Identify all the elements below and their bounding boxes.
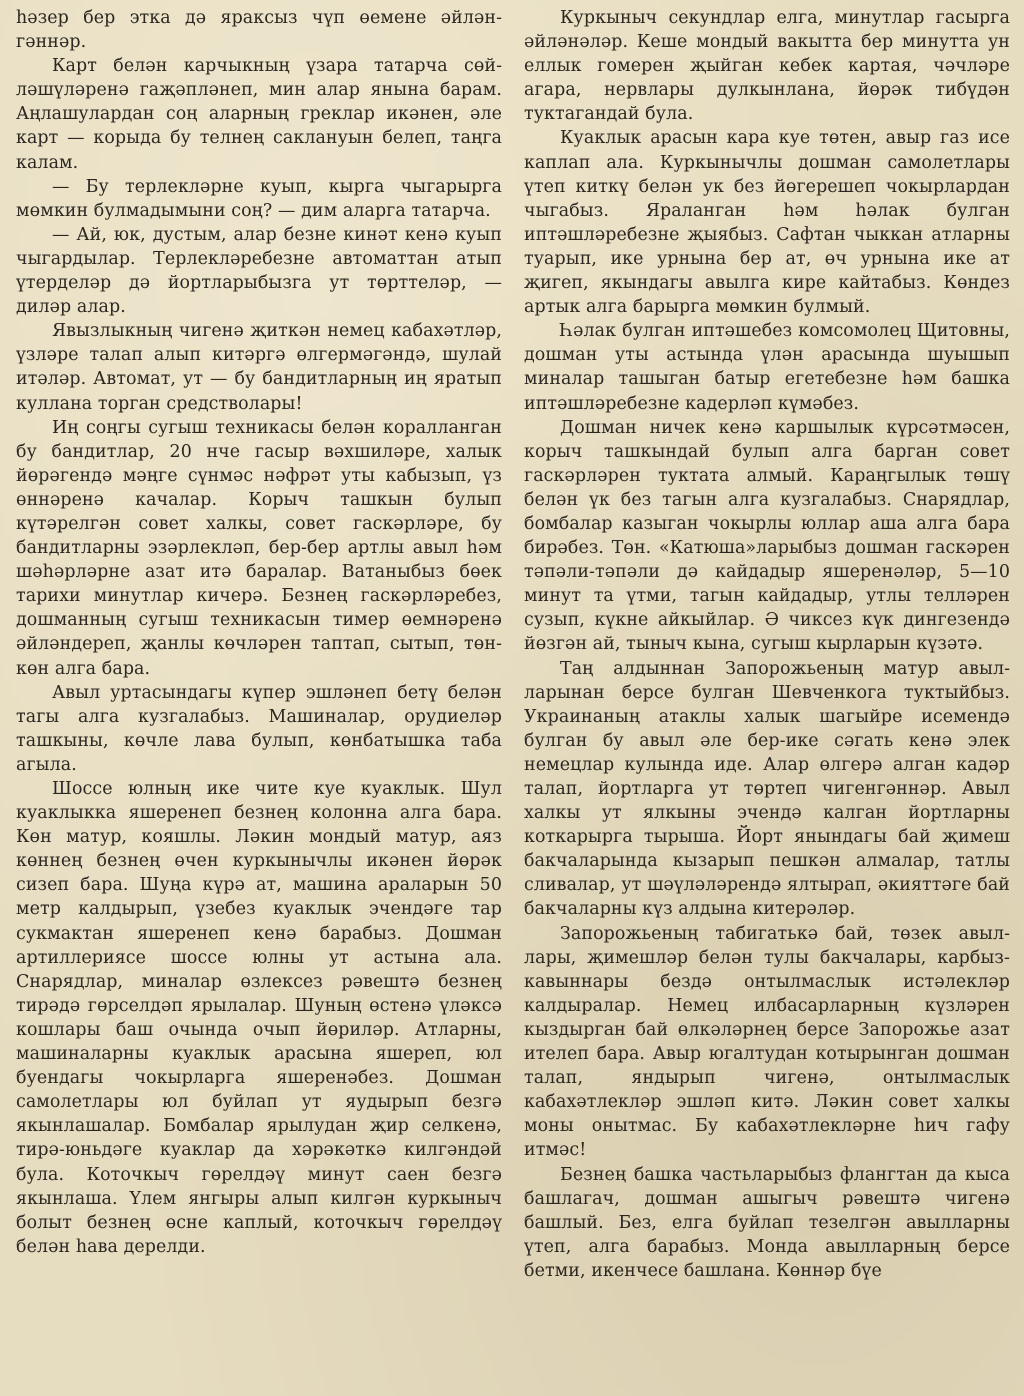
paragraph: Куркыныч секундлар елга, минутлар гасырга әйләнәләр. Кеше мондый вакытта бер минутта ун еллык гомерен җыйган кебек картая, чәчләре агара, нервлары дулкынлана, йөрәк тибүдән туктагандай була. [524,8,1010,125]
left-column [16,6,502,1283]
paragraph: — Бу терлекләрне куып, кырга чыгарырга мөмкин булмадымыни соң? — дим аларга татарча. [16,176,502,221]
paragraph: Шоссе юлның ике чите куе куаклык. Шул куаклыкка яшеренеп безнең колонна алга бара. Көн матур, кояшлы. Ләкин мондый матур, аяз көннең безнең өчен куркынычлы икәнен йөрәк сизеп бара. Шуңа күрә ат, машина араларын 50 метр калдырып, үзебез куаклык эчендәге тар сукмактан яшеренеп кенә барабыз. Дошман артиллериясе шоссе юлны ут астына ала. Снарядлар, миналар өзлексез рәвештә безнең тирәдә гөрселдәп ярылалар. Шуның өстенә үләксә кошлары баш очында очып йөриләр. Атларны, машиналарны куаклык арасына яшереп, юл буендагы чокырларга яшеренәбез. Дошман самолетлары юл буйлап ут яудырып безгә якынлашалар. Бомбалар ярылудан җир селкенә, тирә-юньдәге куаклар да хәрәкәткә килгәндәй була. Коточкыч гөрелдәү минут саен безгә якынлаша. Үлем янгыры алып килгән куркыныч болыт безнең өсне каплый, коточкыч гөрелдәү белән һава дерелди. [16,779,502,1257]
paragraph: Иң соңгы сугыш техникасы белән коралланган бу бандитлар, 20 нче гасыр вәхшиләре, халык йөрәгендә мәңге сүнмәс нәфрәт уты кабызып, үз өннәренә качалар. Корыч ташкын булып күтәрелгән совет халкы, совет гаскәрләре, бу бандитларны эзәрлекләп, бер-бер артлы авыл һәм шәһәрләрне азат итә баралар. Ватаныбыз бөек тарихи минутлар кичерә. Безнең гаскәрләребез, дошманның сугыш техникасын тимер өемнәренә әйләндереп, җанлы көчләрен таптап, сытып, төн-көн алга бара. [16,417,502,679]
paragraph: Явызлыкның чигенә җиткән немец кабахәтләр, үзләре талап алып китәргә өлгермәгәндә, шулай итәләр. Автомат, ут — бу бандитларның иң яратып куллана торган средстволары! [16,321,502,414]
paragraph: Таң алдыннан Запорожьеның матур авылларынан берсе булган Шевченкога туктыйбыз. Украинаның атаклы халык шагыйре исемендә булган бу авыл әле бер-ике сәгать кенә элек немецлар кулында иде. Алар өлгерә алган кадәр талап, йортларга ут төртеп чигенгәннәр. Авыл халкы ут ялкыны эчендә калган йортларны коткарырга тырыша. Йорт янындагы бай җимеш бакчаларында кызарып пешкән алмалар, татлы сливалар, ут шәүләләрендә ялтырап, әкияттәге бай бакчаларны күз алдына китерәләр. [524,658,1010,920]
paragraph: Безнең башка частьларыбыз флангтан да кыса башлагач, дошман ашыгыч рәвештә чигенә башлый. Без, елга буйлап тезелгән авылларны үтеп, алга барабыз. Монда авылларның берсе бетми, икенчесе башлана. Көннәр бүе [524,1164,1010,1281]
paragraph: Куаклык арасын кара куе төтен, авыр газ исе каплап ала. Куркынычлы дошман самолетлары үтеп киткү белән ук без йөгерешеп чокырлардан чыгабыз. Яраланган һәм һәлак булган иптәшләребезне җыябыз. Сафтан чыккан атларны туарып, ике урнына бер ат, өч урнына ике ат җигеп, якындагы авылга кире кайтабыз. Көндез артык алга барырга мөмкин булмый. [524,128,1010,318]
paragraph: Һәлак булган иптәшебез комсомолец Щитовны, дошман уты астында үлән арасында шуышып миналар ташыган батыр егетебезне һәм башка иптәшләребезне кадерләп күмәбез. [524,321,1010,414]
paragraph: — Ай, юк, дустым, алар безне кинәт кенә куып чыгардылар. Терлекләребезне автоматтан атып үтерделәр дә йортларыбызга ут төрттеләр, — диләр алар. [16,224,502,318]
paragraph: Запорожьеның табигатькә бай, төзек авыллары, җимешләр белән тулы бакчалары, карбыз-кавыннары бездә онтылмаслык истәлекләр калдыралар. Немец илбасарларның күзләрен кыздырган бай өлкәләрнең берсе Запорожье азат ителеп бара. Авыр югалтудан котырынган дошман талап, яндырып чигенә, онтылмаслык кабахәтлекләр эшләп китә. Ләкин совет халкы моны онытмас. Бу кабахәтлекләрне һич гафу итмәс! [524,923,1010,1161]
right-column [524,6,1010,1283]
text-columns [16,6,1010,1283]
paragraph: Дошман ничек кенә каршылык күрсәтмәсен, корыч ташкындай булып алга барган совет гаскәрләрен туктата алмый. Караңгылык төшү белән үк без тагын алга кузгалабыз. Снарядлар, бомбалар казыган чокырлы юллар аша алга бара бирәбез. Төн. «Катюша»ларыбыз дошман гаскәрен тәпәли-тәпәли дә кайдадыр яшеренәләр, 5—10 минут та үтми, тагын кайдадыр, утлы телләрен сузып, күкне айкыйлар. Ә чиксез күк дингезендә йөзгән ай, тыныч кына, сугыш кырларын күзәтә. [524,417,1010,655]
paragraph: Карт белән карчыкның үзара татарча сөйләшүләренә гаҗәпләнеп, мин алар янына барам. Аңлашулардан соң аларның греклар икәнен, әле карт — корыда бу телнең саклануын белеп, таңга калам. [16,56,502,173]
paragraph: Авыл уртасындагы күпер эшләнеп бетү белән тагы алга кузгалабыз. Машиналар, орудиеләр ташкыны, көчле лава булып, көнбатышка таба агыла. [16,682,502,775]
paragraph: һәзер бер этка дә яраксыз чүп өемене әйләнгәннәр. [16,8,502,53]
